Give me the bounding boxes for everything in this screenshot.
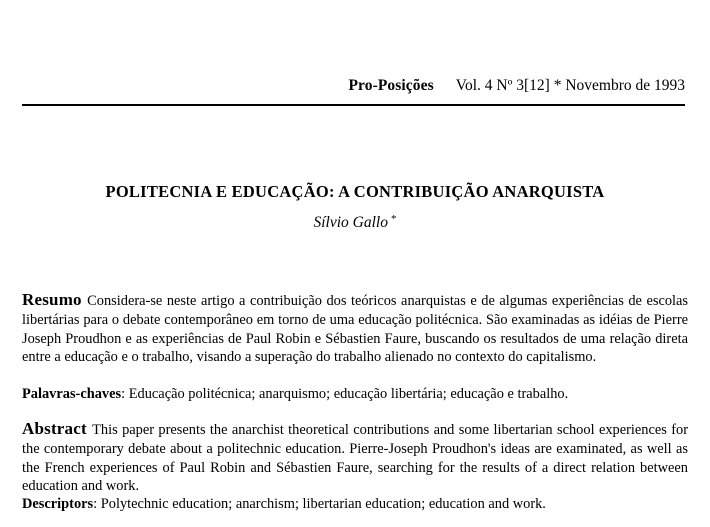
author-name: Sílvio Gallo	[313, 214, 388, 231]
author-footnote-mark: *	[390, 213, 397, 225]
issue-info: Vol. 4 Nº 3[12] * Novembro de 1993	[455, 77, 685, 94]
author-byline	[22, 209, 688, 233]
keywords-english	[22, 495, 688, 514]
keywords-portuguese-separator: :	[121, 386, 129, 403]
keywords-english-label: Descriptors	[22, 496, 94, 513]
journal-name: Pro-Posições	[348, 77, 434, 94]
keywords-english-separator: :	[93, 496, 101, 513]
abstract-portuguese	[22, 291, 688, 366]
abstract-portuguese-text: Considera-se neste artigo a contribuição dos teóricos anarquistas e de algumas experiências de escolas libertárias para o debate contemporâneo em torno de uma educação politécnica. São examinadas as idéias de Pierre Joseph Proudhon e as experiências de Paul Robin e Sébastien Faure, buscando os resultados de uma relação direta entre a educação e o trabalho, visando a superação do trabalho alienado no contexto do capitalismo.	[22, 293, 689, 366]
abstract-portuguese-label: Resumo	[22, 290, 82, 310]
abstract-english-text: This paper presents the anarchist theoretical contributions and some libertarian school experiences for the contemporary debate about a politechnic education. Pierre-Joseph Proudhon's ideas are examinated, as well as the French experiences of Paul Robin and Sébastien Faure, searching for the results of a direct relation between education and work.	[22, 422, 689, 495]
running-head	[22, 76, 685, 96]
keywords-portuguese	[22, 385, 688, 404]
header-divider-rule	[22, 104, 685, 106]
keywords-portuguese-text: Educação politécnica; anarquismo; educação libertária; educação e trabalho.	[128, 386, 569, 403]
keywords-portuguese-label: Palavras-chaves	[22, 386, 122, 403]
abstract-english-label: Abstract	[22, 419, 87, 439]
keywords-english-text: Polytechnic education; anarchism; libertarian education; education and work.	[100, 496, 546, 513]
abstract-english	[22, 420, 688, 495]
article-title: POLITECNIA E EDUCAÇÃO: A CONTRIBUIÇÃO ANARQUISTA	[105, 182, 605, 202]
